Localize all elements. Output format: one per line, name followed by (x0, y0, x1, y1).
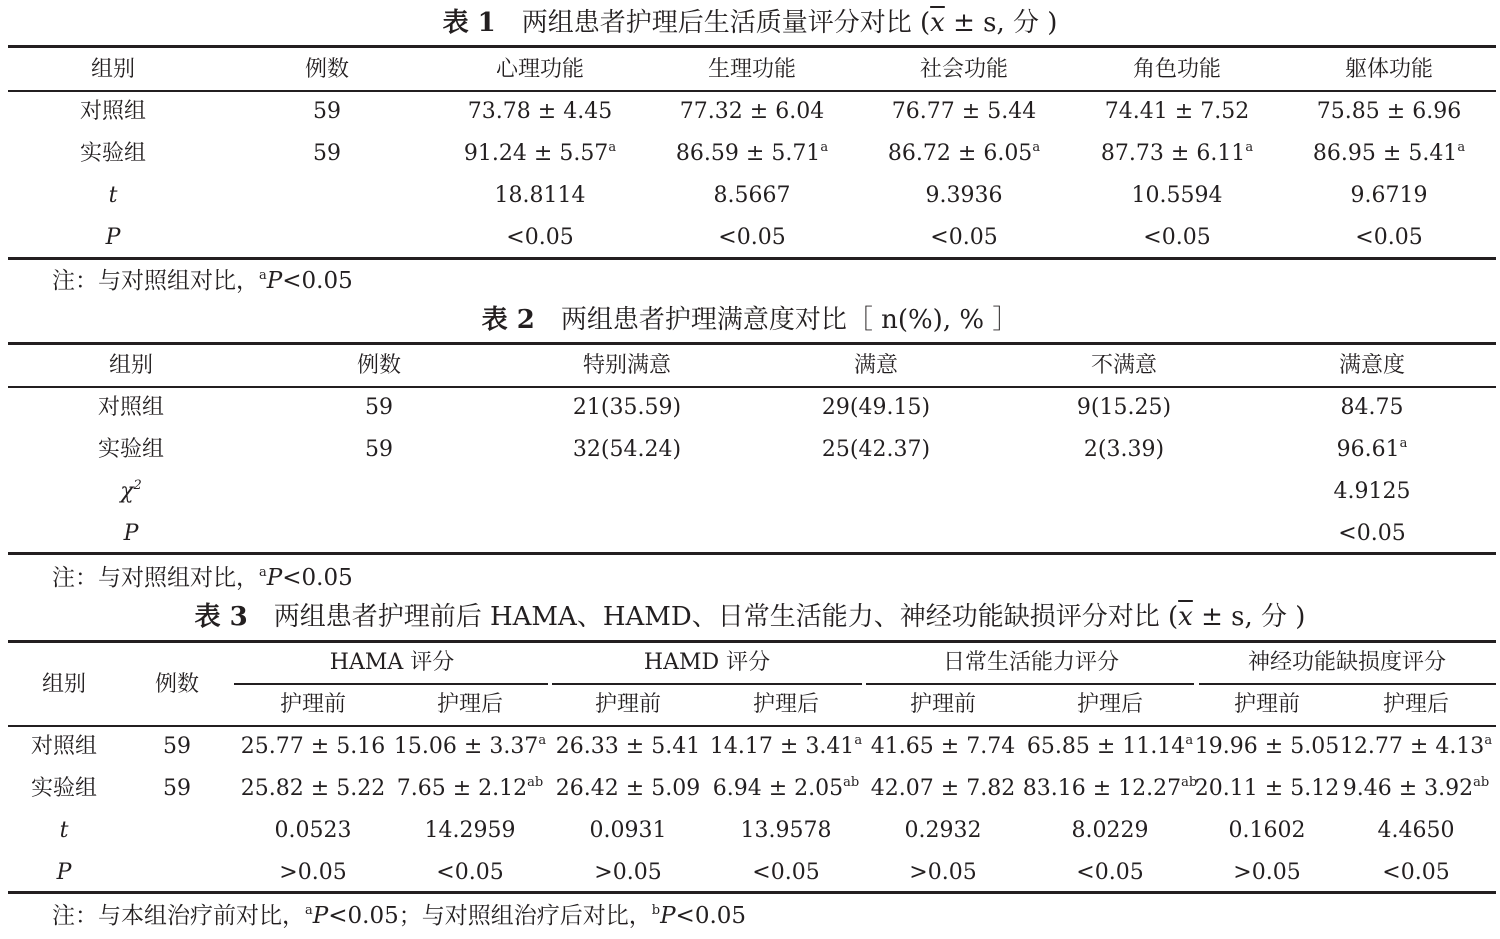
table2-caption (0, 305, 1500, 335)
table3-cell-text: 12.77 ± 4.13 (1339, 734, 1485, 759)
table3-row-label-text: 实验组 (30, 776, 98, 801)
table2-header-cell-text: 不满意 (1090, 353, 1158, 378)
table1-cell (1105, 98, 1249, 126)
table1-cell-sup: a (1032, 140, 1041, 155)
table1-cell-text: 9.3936 (925, 183, 1003, 208)
table2-note-tail: <0.05 (282, 565, 353, 591)
table1-note-tail: <0.05 (282, 268, 353, 294)
table1-cell-text: 73.78 ± 4.45 (467, 99, 613, 124)
table2-cell-text: 25(42.37) (821, 437, 931, 462)
table3-row-label (60, 817, 69, 845)
table2-cell-sup: a (1399, 436, 1408, 451)
table1-title: 两组患者护理后生活质量评分对比 ( (521, 8, 931, 38)
table3-cell-sup: a (854, 733, 863, 748)
table3-cell (436, 859, 503, 887)
table3-cell-text: 0.0931 (589, 818, 667, 843)
table2-cell-text: 21(35.59) (572, 395, 682, 420)
table1-row-label-text: P (105, 225, 121, 250)
table3-cell-text: <0.05 (752, 860, 820, 885)
table3-group-header-text: 神经功能缺损度评分 (1247, 650, 1447, 675)
table3-cell-sup: a (538, 733, 547, 748)
table2-cell-text: 59 (365, 437, 393, 462)
table3-cell (1195, 775, 1339, 803)
table3-subheader-cell-text: 护理前 (594, 692, 662, 717)
table1-row-label (80, 98, 146, 126)
table3-cell (871, 775, 1015, 803)
table3-note-b-sup: b (651, 903, 661, 918)
table1-cell (888, 140, 1040, 168)
table3-cell (556, 733, 700, 761)
table1-row-label (109, 182, 118, 210)
table3-cell-text: 14.2959 (424, 818, 516, 843)
table2-row-label-text: 对照组 (97, 395, 165, 420)
table3-number: 表 3 (194, 602, 248, 632)
table3-cell (710, 733, 862, 761)
table3-title-xbar: $\overline{x}$ (1178, 602, 1193, 632)
table3-cell-sup: a (1185, 733, 1194, 748)
table1-cell (714, 182, 791, 210)
table1-cell-sup: a (820, 140, 829, 155)
table3-cell-text: 13.9578 (740, 818, 832, 843)
table3-row-label (57, 859, 72, 887)
table3-cell (1195, 733, 1339, 761)
table2-cell (1338, 520, 1405, 548)
table3-note-a-tail: <0.05；与对照组治疗后对比， (328, 903, 652, 929)
table3-subheader-cell (753, 691, 819, 719)
table1-note-prefix: 注：与对照组对比， (52, 268, 259, 294)
table1-row-label (106, 224, 121, 252)
table3-cell (1340, 733, 1492, 761)
table3-cell-text: 9.46 ± 3.92 (1342, 776, 1474, 801)
table1-row-label-text: 实验组 (79, 141, 147, 166)
table2-cell (1084, 436, 1164, 464)
table1-header-rule (8, 90, 1496, 92)
table1-cell-text: 86.59 ± 5.71 (675, 141, 821, 166)
table2-cell (822, 436, 930, 464)
table2-cell-text: 2(3.39) (1083, 437, 1165, 462)
table3-cell-sup: ab (1473, 775, 1490, 790)
table3-cell-text: 25.77 ± 5.16 (240, 734, 386, 759)
table3-group-underline (1199, 683, 1496, 685)
table1-row-n (313, 98, 341, 126)
table1-header-cell-text: 组别 (90, 57, 136, 82)
table2-cell (573, 394, 681, 422)
table1-note-sup: a (259, 268, 267, 283)
table3-row-n (163, 775, 191, 803)
table3-cell (1343, 775, 1489, 803)
table3-cell-text: >0.05 (909, 860, 977, 885)
table2-row-label-text: 实验组 (97, 437, 165, 462)
table1-cell-text: 18.8114 (494, 183, 586, 208)
table1-cell-text: <0.05 (1355, 225, 1423, 250)
table2-cell-text: 9(15.25) (1076, 395, 1172, 420)
table3-cell-text: 15.06 ± 3.37 (393, 734, 539, 759)
table1-cell-text: <0.05 (718, 225, 786, 250)
table2-row-label-text: P (123, 521, 139, 546)
table3-cell-text: >0.05 (279, 860, 347, 885)
table3-subheader-cell-text: 护理前 (909, 692, 977, 717)
table1-cell-text: 87.73 ± 6.11 (1100, 141, 1246, 166)
table2-header-cell (854, 352, 898, 380)
table3-subheader-cell (1077, 691, 1143, 719)
table3-row-label (31, 733, 97, 761)
table2-number: 表 2 (481, 305, 535, 335)
table3-group-header-text: HAMA 评分 (329, 650, 455, 675)
table3-cell (397, 775, 543, 803)
table3-cell (752, 859, 819, 887)
table2-cell (1334, 478, 1411, 506)
table2-cell (1341, 394, 1404, 422)
table1-row-label-text: t (108, 183, 118, 208)
table1-header-cell (91, 56, 135, 84)
table3-cell-text: 65.85 ± 11.14 (1026, 734, 1186, 759)
table3-cell-text: 4.4650 (1377, 818, 1455, 843)
table1-cell-text: 77.32 ± 6.04 (679, 99, 825, 124)
table1-header-cell-text: 角色功能 (1132, 57, 1222, 82)
table2-cell (1337, 436, 1408, 464)
table1-cell-text: 75.85 ± 6.96 (1316, 99, 1462, 124)
table3-subheader-cell-text: 护理后 (436, 692, 504, 717)
table1-caption (0, 8, 1500, 38)
table3-cell-text: <0.05 (436, 860, 504, 885)
table3-cell-text: 41.65 ± 7.74 (870, 734, 1016, 759)
table3-subheader-cell-text: 护理前 (1233, 692, 1301, 717)
table3-cell-text: 20.11 ± 5.12 (1194, 776, 1340, 801)
table1-header-cell (496, 56, 584, 84)
table3-cell-text: 7.65 ± 2.12 (396, 776, 528, 801)
table1-cell (1101, 140, 1253, 168)
table3-cell (871, 733, 1015, 761)
table3-caption (0, 602, 1500, 632)
table3-cell-text: 14.17 ± 3.41 (709, 734, 855, 759)
table2-header-cell (1091, 352, 1157, 380)
table1-header-cell-text: 心理功能 (495, 57, 585, 82)
table3-row-label (31, 775, 97, 803)
table3-group-header: 组别 (41, 672, 87, 697)
table3-subheader-cell-text: 护理后 (752, 692, 820, 717)
table3-row-label-text: t (59, 818, 69, 843)
table2-row-label (120, 478, 142, 506)
table1-header-cell (1345, 56, 1433, 84)
table2-row-label-sup: 2 (133, 478, 142, 493)
table1-top-rule (8, 45, 1496, 48)
table2-top-rule (8, 342, 1496, 345)
table3-cell (556, 775, 700, 803)
table2-header-cell (357, 352, 401, 380)
table3-subheader-cell (595, 691, 661, 719)
table2-cell-text: <0.05 (1338, 521, 1406, 546)
table1-title-xbar: $\overline{x}$ (930, 8, 945, 38)
table3-cell (713, 775, 859, 803)
table1-title-tail: ± s, 分 ) (944, 8, 1058, 38)
table1-cell-text: 10.5594 (1131, 183, 1223, 208)
table3-cell-text: 42.07 ± 7.82 (870, 776, 1016, 801)
table3-cell (1378, 817, 1455, 845)
table3-row-n-text: 59 (163, 734, 191, 759)
table1-cell (464, 140, 616, 168)
table3-header-rule (8, 725, 1496, 727)
table1-header-cell (920, 56, 1008, 84)
table2-cell (822, 394, 930, 422)
table3-n-header: 例数 (154, 672, 200, 697)
table3-cell-text: 8.0229 (1071, 818, 1149, 843)
table3-subheader-cell (437, 691, 503, 719)
table3-subheader-cell-text: 护理前 (279, 692, 347, 717)
table1-header-cell (708, 56, 796, 84)
table3-title: 两组患者护理前后 HAMA、HAMD、日常生活能力、神经功能缺损评分对比 ( (273, 602, 1179, 632)
table3-group-header-text: 日常生活能力评分 (942, 650, 1120, 675)
table3-cell (1229, 817, 1306, 845)
table2-header-cell-text: 特别满意 (582, 353, 672, 378)
table1-cell (926, 182, 1003, 210)
table2-note-p: P (266, 565, 283, 591)
table3-group-header (330, 649, 454, 677)
table1-cell (495, 182, 586, 210)
table3-subheader-cell (1383, 691, 1449, 719)
table3-note-b-tail: <0.05 (675, 903, 747, 929)
table2-note-sup: a (259, 565, 267, 580)
table3-cell-sup: ab (843, 775, 860, 790)
table3-cell (425, 817, 516, 845)
table3-cell-text: 83.16 ± 12.27 (1022, 776, 1182, 801)
table3-group-header (1248, 649, 1446, 677)
table2-header-cell-text: 组别 (108, 353, 154, 378)
table3-note-a-p: P (312, 903, 329, 929)
table1-note-p: P (266, 268, 283, 294)
table1-cell-text: 74.41 ± 7.52 (1104, 99, 1250, 124)
table1-cell (1132, 182, 1223, 210)
table1-cell-text: 86.72 ± 6.05 (887, 141, 1033, 166)
table1-cell (506, 224, 573, 252)
table3-cell (1382, 859, 1449, 887)
table3-cell-text: >0.05 (594, 860, 662, 885)
table1-cell-sup: a (608, 140, 617, 155)
table1-cell-text: 8.5667 (713, 183, 791, 208)
table1-header-cell-text: 生理功能 (707, 57, 797, 82)
table3-row-label-text: 对照组 (30, 734, 98, 759)
table1-cell-text: 76.77 ± 5.44 (891, 99, 1037, 124)
table3-group-header-text: HAMD 评分 (643, 650, 771, 675)
table1-number: 表 1 (442, 8, 496, 38)
table3-group-underline (234, 683, 548, 685)
table2-header-cell (109, 352, 153, 380)
table1-cell (1313, 140, 1465, 168)
table3-cell-text: 0.0523 (274, 818, 352, 843)
table3-cell (241, 733, 385, 761)
table3-cell (1027, 733, 1193, 761)
table3-cell (275, 817, 352, 845)
table3-note-b-p: P (660, 903, 676, 929)
table3-bottom-rule (8, 891, 1496, 894)
table3-subheader-cell-text: 护理后 (1382, 692, 1450, 717)
table3-row-label-text: P (56, 860, 72, 885)
table1-cell (718, 224, 785, 252)
table3-row-n-text: 59 (163, 776, 191, 801)
table2-header-cell-text: 例数 (356, 353, 402, 378)
table3-cell-text: >0.05 (1233, 860, 1301, 885)
table3-cell (241, 775, 385, 803)
table2-cell-text: 96.61 (1336, 437, 1400, 462)
table3-cell-text: 0.1602 (1228, 818, 1306, 843)
table1-row-n-text: 59 (313, 141, 341, 166)
table3-subheader-cell (1234, 691, 1300, 719)
table3-cell (909, 859, 976, 887)
table3-cell (1072, 817, 1149, 845)
table2-cell (365, 436, 393, 464)
table1-cell-text: 91.24 ± 5.57 (463, 141, 609, 166)
table2-cell (1077, 394, 1171, 422)
table2-row-label (98, 436, 164, 464)
table2-row-label (124, 520, 139, 548)
table3-subheader-cell (280, 691, 346, 719)
table2-header-cell-text: 满意 (853, 353, 899, 378)
table1-cell (680, 98, 824, 126)
table2-header-cell (583, 352, 671, 380)
table1-row-n (313, 140, 341, 168)
table1-cell-text: <0.05 (506, 225, 574, 250)
table3-cell (741, 817, 832, 845)
table2-note-prefix: 注：与对照组对比， (52, 565, 259, 591)
table3-group-header (943, 649, 1119, 677)
table2-header-rule (8, 386, 1496, 388)
table1-row-n-text: 59 (313, 99, 341, 124)
table2-row-label (98, 394, 164, 422)
table2-title: 两组患者护理满意度对比［ n(%), % ］ (560, 305, 1019, 335)
table3-cell-text: 26.33 ± 5.41 (555, 734, 701, 759)
table1-header-cell (305, 56, 349, 84)
table3-cell-text: <0.05 (1076, 860, 1144, 885)
table3-group-underline (866, 683, 1194, 685)
table1-row-label-text: 对照组 (79, 99, 147, 124)
table3-cell (905, 817, 982, 845)
table1-cell-sup: a (1245, 140, 1254, 155)
table2-header-cell-text: 满意度 (1338, 353, 1406, 378)
table1-header-cell-text: 躯体功能 (1344, 57, 1434, 82)
table2-row-label-text: χ (120, 479, 134, 504)
table1-header-cell-text: 社会功能 (919, 57, 1009, 82)
table2-cell-text: 59 (365, 395, 393, 420)
table3-top-rule (8, 640, 1496, 643)
table3-note-a-sup: a (305, 903, 313, 918)
table2-cell-text: 29(49.15) (821, 395, 931, 420)
table1-cell-sup: a (1457, 140, 1466, 155)
table3-group-underline (552, 683, 862, 685)
table1-header-cell (1133, 56, 1221, 84)
table2-cell (573, 436, 681, 464)
table2-header-cell (1339, 352, 1405, 380)
table1-cell (1317, 98, 1461, 126)
table3-cell-sup: a (1484, 733, 1493, 748)
table3-cell-text: 25.82 ± 5.22 (240, 776, 386, 801)
table1-bottom-rule (8, 257, 1496, 260)
table1-row-label (80, 140, 146, 168)
table2-bottom-rule (8, 552, 1496, 555)
table3-note-a: 注：与本组治疗前对比， (52, 903, 305, 929)
table3-cell (590, 817, 667, 845)
table1-cell (1143, 224, 1210, 252)
table2-cell-text: 4.9125 (1333, 479, 1411, 504)
table1-cell (1355, 224, 1422, 252)
table3-cell-text: <0.05 (1382, 860, 1450, 885)
table3-cell (279, 859, 346, 887)
table3-row-n (163, 733, 191, 761)
table3-cell-text: 19.96 ± 5.05 (1194, 734, 1340, 759)
table1-cell-text: 86.95 ± 5.41 (1312, 141, 1458, 166)
table2-note (52, 564, 353, 592)
table3-cell-sup: ab (1181, 775, 1198, 790)
table3-cell (394, 733, 546, 761)
table1-cell (468, 98, 612, 126)
table1-cell (676, 140, 828, 168)
table3-group-header (644, 649, 770, 677)
table3-subheader-cell-text: 护理后 (1076, 692, 1144, 717)
table3-cell (1076, 859, 1143, 887)
table1-cell-text: <0.05 (1143, 225, 1211, 250)
table1-cell (892, 98, 1036, 126)
table3-cell-sup: ab (527, 775, 544, 790)
table3-cell-text: 0.2932 (904, 818, 982, 843)
table3-cell-text: 6.94 ± 2.05 (712, 776, 844, 801)
table1-note (52, 267, 353, 295)
table1-cell (930, 224, 997, 252)
table3-note (52, 902, 746, 930)
table1-cell-text: <0.05 (930, 225, 998, 250)
table3-subheader-cell (910, 691, 976, 719)
table1-cell-text: 9.6719 (1350, 183, 1428, 208)
table2-cell (365, 394, 393, 422)
table3-cell-text: 26.42 ± 5.09 (555, 776, 701, 801)
table3-cell (594, 859, 661, 887)
table1-cell (1351, 182, 1428, 210)
table1-header-cell-text: 例数 (304, 57, 350, 82)
table3-cell (1233, 859, 1300, 887)
table2-cell-text: 32(54.24) (572, 437, 682, 462)
table3-title-tail: ± s, 分 ) (1192, 602, 1306, 632)
table2-cell-text: 84.75 (1340, 395, 1404, 420)
table3-cell (1023, 775, 1197, 803)
